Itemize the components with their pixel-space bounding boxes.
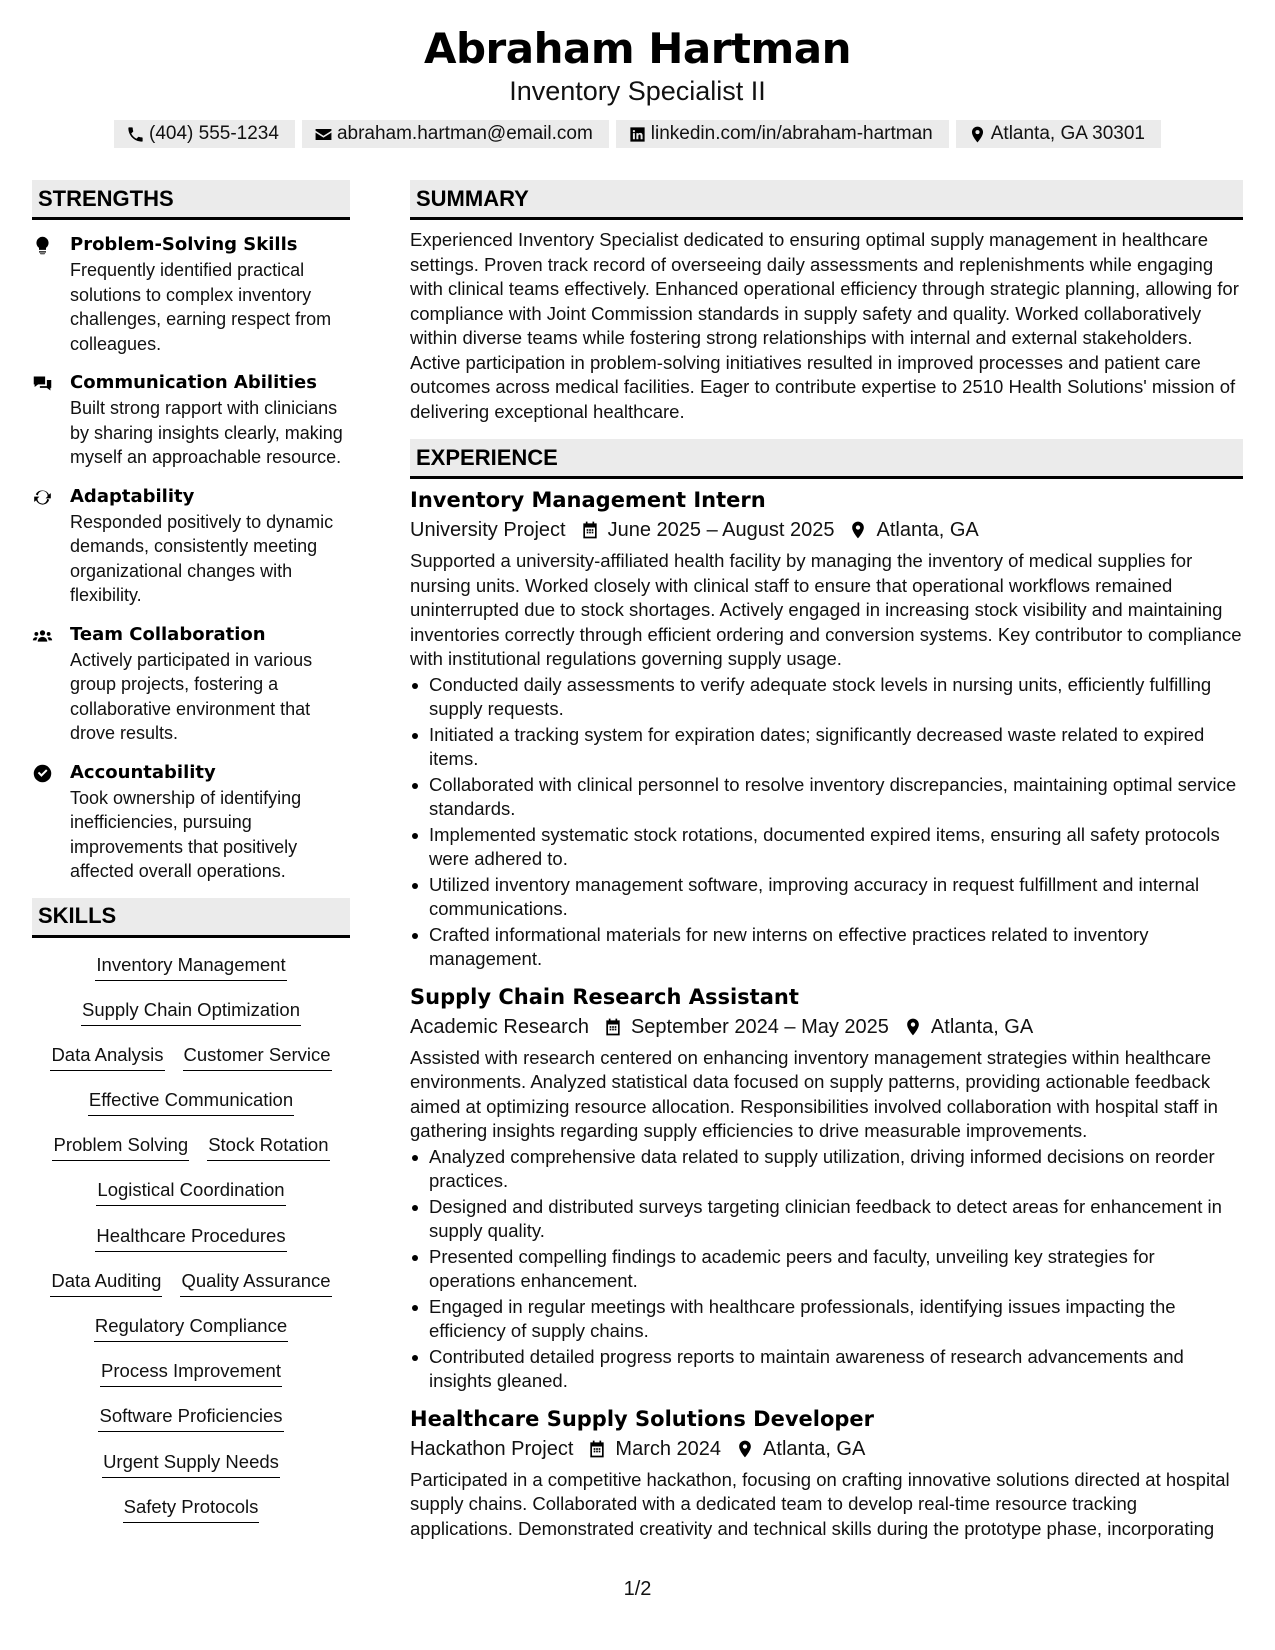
list-item: Implemented systematic stock rotations, documented expired items, ensuring all safety protocols were adhered to. bbox=[410, 823, 1243, 872]
job-org: Academic Research bbox=[410, 1015, 589, 1038]
skill-tag: Process Improvement bbox=[100, 1358, 282, 1387]
strength-desc: Frequently identified practical solutions to complex inventory challenges, earning respect from colleagues. bbox=[70, 260, 332, 354]
map-marker-icon bbox=[968, 125, 987, 144]
strength-title: Accountability bbox=[70, 761, 216, 783]
job-meta bbox=[410, 1012, 1243, 1042]
job-entry-title: Inventory Management Intern bbox=[410, 488, 766, 512]
strength-desc: Responded positively to dynamic demands, consistently meeting organizational changes with flexibility. bbox=[70, 511, 334, 605]
job-dates: March 2024 bbox=[615, 1437, 722, 1460]
strength-title: Adaptability bbox=[70, 485, 195, 507]
job-bullets bbox=[410, 1145, 1243, 1394]
skill-tag: Data Analysis bbox=[50, 1042, 164, 1071]
list-item: Collaborated with clinical personnel to resolve inventory discrepancies, maintaining optimal service standards. bbox=[410, 773, 1243, 822]
candidate-name: Abraham Hartman bbox=[423, 24, 852, 73]
contact-location bbox=[956, 120, 1161, 148]
strength-item bbox=[32, 370, 350, 470]
right-column bbox=[410, 180, 1243, 1541]
list-item: Designed and distributed surveys targeting clinician feedback to detect areas for enhancement in supply quality. bbox=[410, 1195, 1243, 1244]
strength-desc: Built strong rapport with clinicians by sharing insights clearly, making myself an approachable resource. bbox=[70, 398, 343, 467]
skill-tag: Customer Service bbox=[183, 1042, 332, 1071]
strength-desc: Actively participated in various group projects, fostering a collaborative environment that drove results. bbox=[70, 649, 313, 743]
job-location: Atlanta, GA bbox=[876, 519, 979, 541]
strength-desc: Took ownership of identifying inefficiencies, pursuing improvements that positively affected overall operations. bbox=[70, 787, 302, 881]
job-dates: June 2025 – August 2025 bbox=[607, 519, 835, 541]
job-location: Atlanta, GA bbox=[763, 1437, 866, 1460]
envelope-icon bbox=[314, 125, 333, 144]
skill-tag: Inventory Management bbox=[95, 952, 286, 981]
job-meta bbox=[410, 515, 1243, 545]
page-number: 1/2 bbox=[623, 1578, 652, 1600]
job-entry bbox=[410, 485, 1243, 972]
strength-item bbox=[32, 622, 350, 746]
job-bullets bbox=[410, 673, 1243, 972]
resume-header bbox=[0, 22, 1275, 148]
skill-tag: Healthcare Procedures bbox=[95, 1223, 286, 1252]
skill-tag: Software Proficiencies bbox=[98, 1403, 283, 1432]
strength-item bbox=[32, 232, 350, 356]
chat-bubbles-icon bbox=[32, 373, 53, 394]
skill-tag: Effective Communication bbox=[88, 1087, 294, 1116]
linkedin-icon bbox=[628, 125, 647, 144]
users-icon bbox=[32, 625, 53, 646]
strength-title: Problem-Solving Skills bbox=[70, 234, 298, 255]
check-circle-icon bbox=[32, 763, 53, 784]
job-location: Atlanta, GA bbox=[930, 1015, 1034, 1038]
calendar-icon bbox=[580, 520, 600, 540]
sync-icon bbox=[32, 487, 53, 508]
contact-phone bbox=[114, 120, 295, 148]
contact-row bbox=[0, 120, 1275, 148]
calendar-icon bbox=[587, 1439, 607, 1459]
job-org: University Project bbox=[410, 519, 566, 541]
job-desc: Assisted with research centered on enhancing inventory management strategies within healthcare environments. Analyzed statistical data focused on supply patterns, providing actionable feedback aimed at optimizing resource allocation. Responsibilities involved collaboration with hospital staff in gathering insights regarding supply efficiencies to drive measurable improvements. bbox=[410, 1046, 1218, 1141]
job-entry-title: Healthcare Supply Solutions Developer bbox=[410, 1406, 875, 1431]
strengths-list bbox=[32, 232, 350, 884]
skills-heading: SKILLS bbox=[32, 898, 350, 938]
list-item: Crafted informational materials for new interns on effective practices related to inventory management. bbox=[410, 923, 1243, 972]
list-item: Contributed detailed progress reports to maintain awareness of research advancements and insights gleaned. bbox=[410, 1345, 1243, 1394]
job-desc: Participated in a competitive hackathon, focusing on crafting innovative solutions directed at hospital supply chains. Collaborated with a dedicated team to develop real-time resource tracking applications. Demonstrated creativity and technical skills during the prototype phase, incorporating bbox=[410, 1468, 1230, 1539]
list-item: Presented compelling findings to academic peers and faculty, unveiling key strategies for operations enhancement. bbox=[410, 1245, 1243, 1294]
job-meta bbox=[410, 1434, 1243, 1464]
skill-tag: Data Auditing bbox=[50, 1268, 162, 1297]
experience-heading: EXPERIENCE bbox=[410, 439, 1243, 479]
summary-heading: SUMMARY bbox=[410, 180, 1243, 220]
job-entry bbox=[410, 1404, 1243, 1542]
job-desc: Supported a university-affiliated health facility by managing the inventory of medical supplies for nursing units. Worked closely with clinical staff to ensure that operational workflows remained uninterrupted due to stock shortages. Actively engaged in increasing stock visibility and maintaining inventories correctly through efficient ordering and conversion systems. Key contributor to compliance with institutional regulations governing supply usage. bbox=[410, 550, 1242, 669]
job-org: Hackathon Project bbox=[410, 1437, 574, 1460]
skill-tag: Quality Assurance bbox=[180, 1268, 331, 1297]
lightbulb-icon bbox=[32, 235, 53, 256]
list-item: Utilized inventory management software, improving accuracy in request fulfillment and internal communications. bbox=[410, 873, 1243, 922]
list-item: Analyzed comprehensive data related to supply utilization, driving informed decisions on reorder practices. bbox=[410, 1145, 1243, 1194]
strength-item bbox=[32, 760, 350, 884]
skill-tag: Safety Protocols bbox=[123, 1494, 260, 1523]
job-entry bbox=[410, 982, 1243, 1394]
strength-title: Team Collaboration bbox=[70, 623, 266, 645]
strength-title: Communication Abilities bbox=[70, 372, 317, 393]
list-item: Initiated a tracking system for expiration dates; significantly decreased waste related to expired items. bbox=[410, 723, 1243, 772]
skill-tag: Supply Chain Optimization bbox=[81, 997, 301, 1026]
summary-text: Experienced Inventory Specialist dedicated to ensuring optimal supply management in healthcare settings. Proven track record of overseeing daily assessments and replenishments while engaging with clinical teams effectively. Enhanced operational efficiency through strategic planning, allowing for compliance with Joint Commission standards in supply safety and quality. Worked collaboratively within diverse teams while fostering strong relationships with internal and external stakeholders. Active participation in problem-solving initiatives resulted in improved processes and patient care outcomes across medical facilities. Eager to contribute expertise to 2510 Health Solutions' mission of delivering exceptional healthcare. bbox=[410, 229, 1239, 422]
location-text: Atlanta, GA 30301 bbox=[990, 123, 1145, 144]
list-item: Engaged in regular meetings with healthcare professionals, identifying issues impacting the efficiency of supply chains. bbox=[410, 1295, 1243, 1344]
skill-tag: Regulatory Compliance bbox=[94, 1313, 288, 1342]
skills-list bbox=[32, 952, 350, 1539]
linkedin-text[interactable]: linkedin.com/in/abraham-hartman bbox=[650, 123, 933, 144]
skill-tag: Stock Rotation bbox=[207, 1132, 329, 1161]
phone-icon bbox=[126, 125, 145, 144]
job-entry-title: Supply Chain Research Assistant bbox=[410, 984, 799, 1009]
skill-tag: Urgent Supply Needs bbox=[102, 1449, 280, 1478]
map-marker-icon bbox=[848, 520, 868, 540]
list-item: Conducted daily assessments to verify adequate stock levels in nursing units, efficiently fulfilling supply requests. bbox=[410, 673, 1243, 722]
calendar-icon bbox=[603, 1017, 623, 1037]
skill-tag: Logistical Coordination bbox=[96, 1177, 285, 1206]
skill-tag: Problem Solving bbox=[52, 1132, 189, 1161]
job-title: Inventory Specialist II bbox=[509, 76, 766, 106]
map-marker-icon bbox=[735, 1439, 755, 1459]
job-dates: September 2024 – May 2025 bbox=[630, 1015, 889, 1038]
contact-linkedin[interactable] bbox=[616, 120, 949, 148]
map-marker-icon bbox=[903, 1017, 923, 1037]
phone-text: (404) 555-1234 bbox=[149, 123, 279, 144]
contact-email[interactable] bbox=[302, 120, 609, 148]
left-column bbox=[32, 180, 350, 1539]
email-text[interactable]: abraham.hartman@email.com bbox=[336, 123, 593, 144]
strengths-heading: STRENGTHS bbox=[32, 180, 350, 220]
strength-item bbox=[32, 484, 350, 608]
